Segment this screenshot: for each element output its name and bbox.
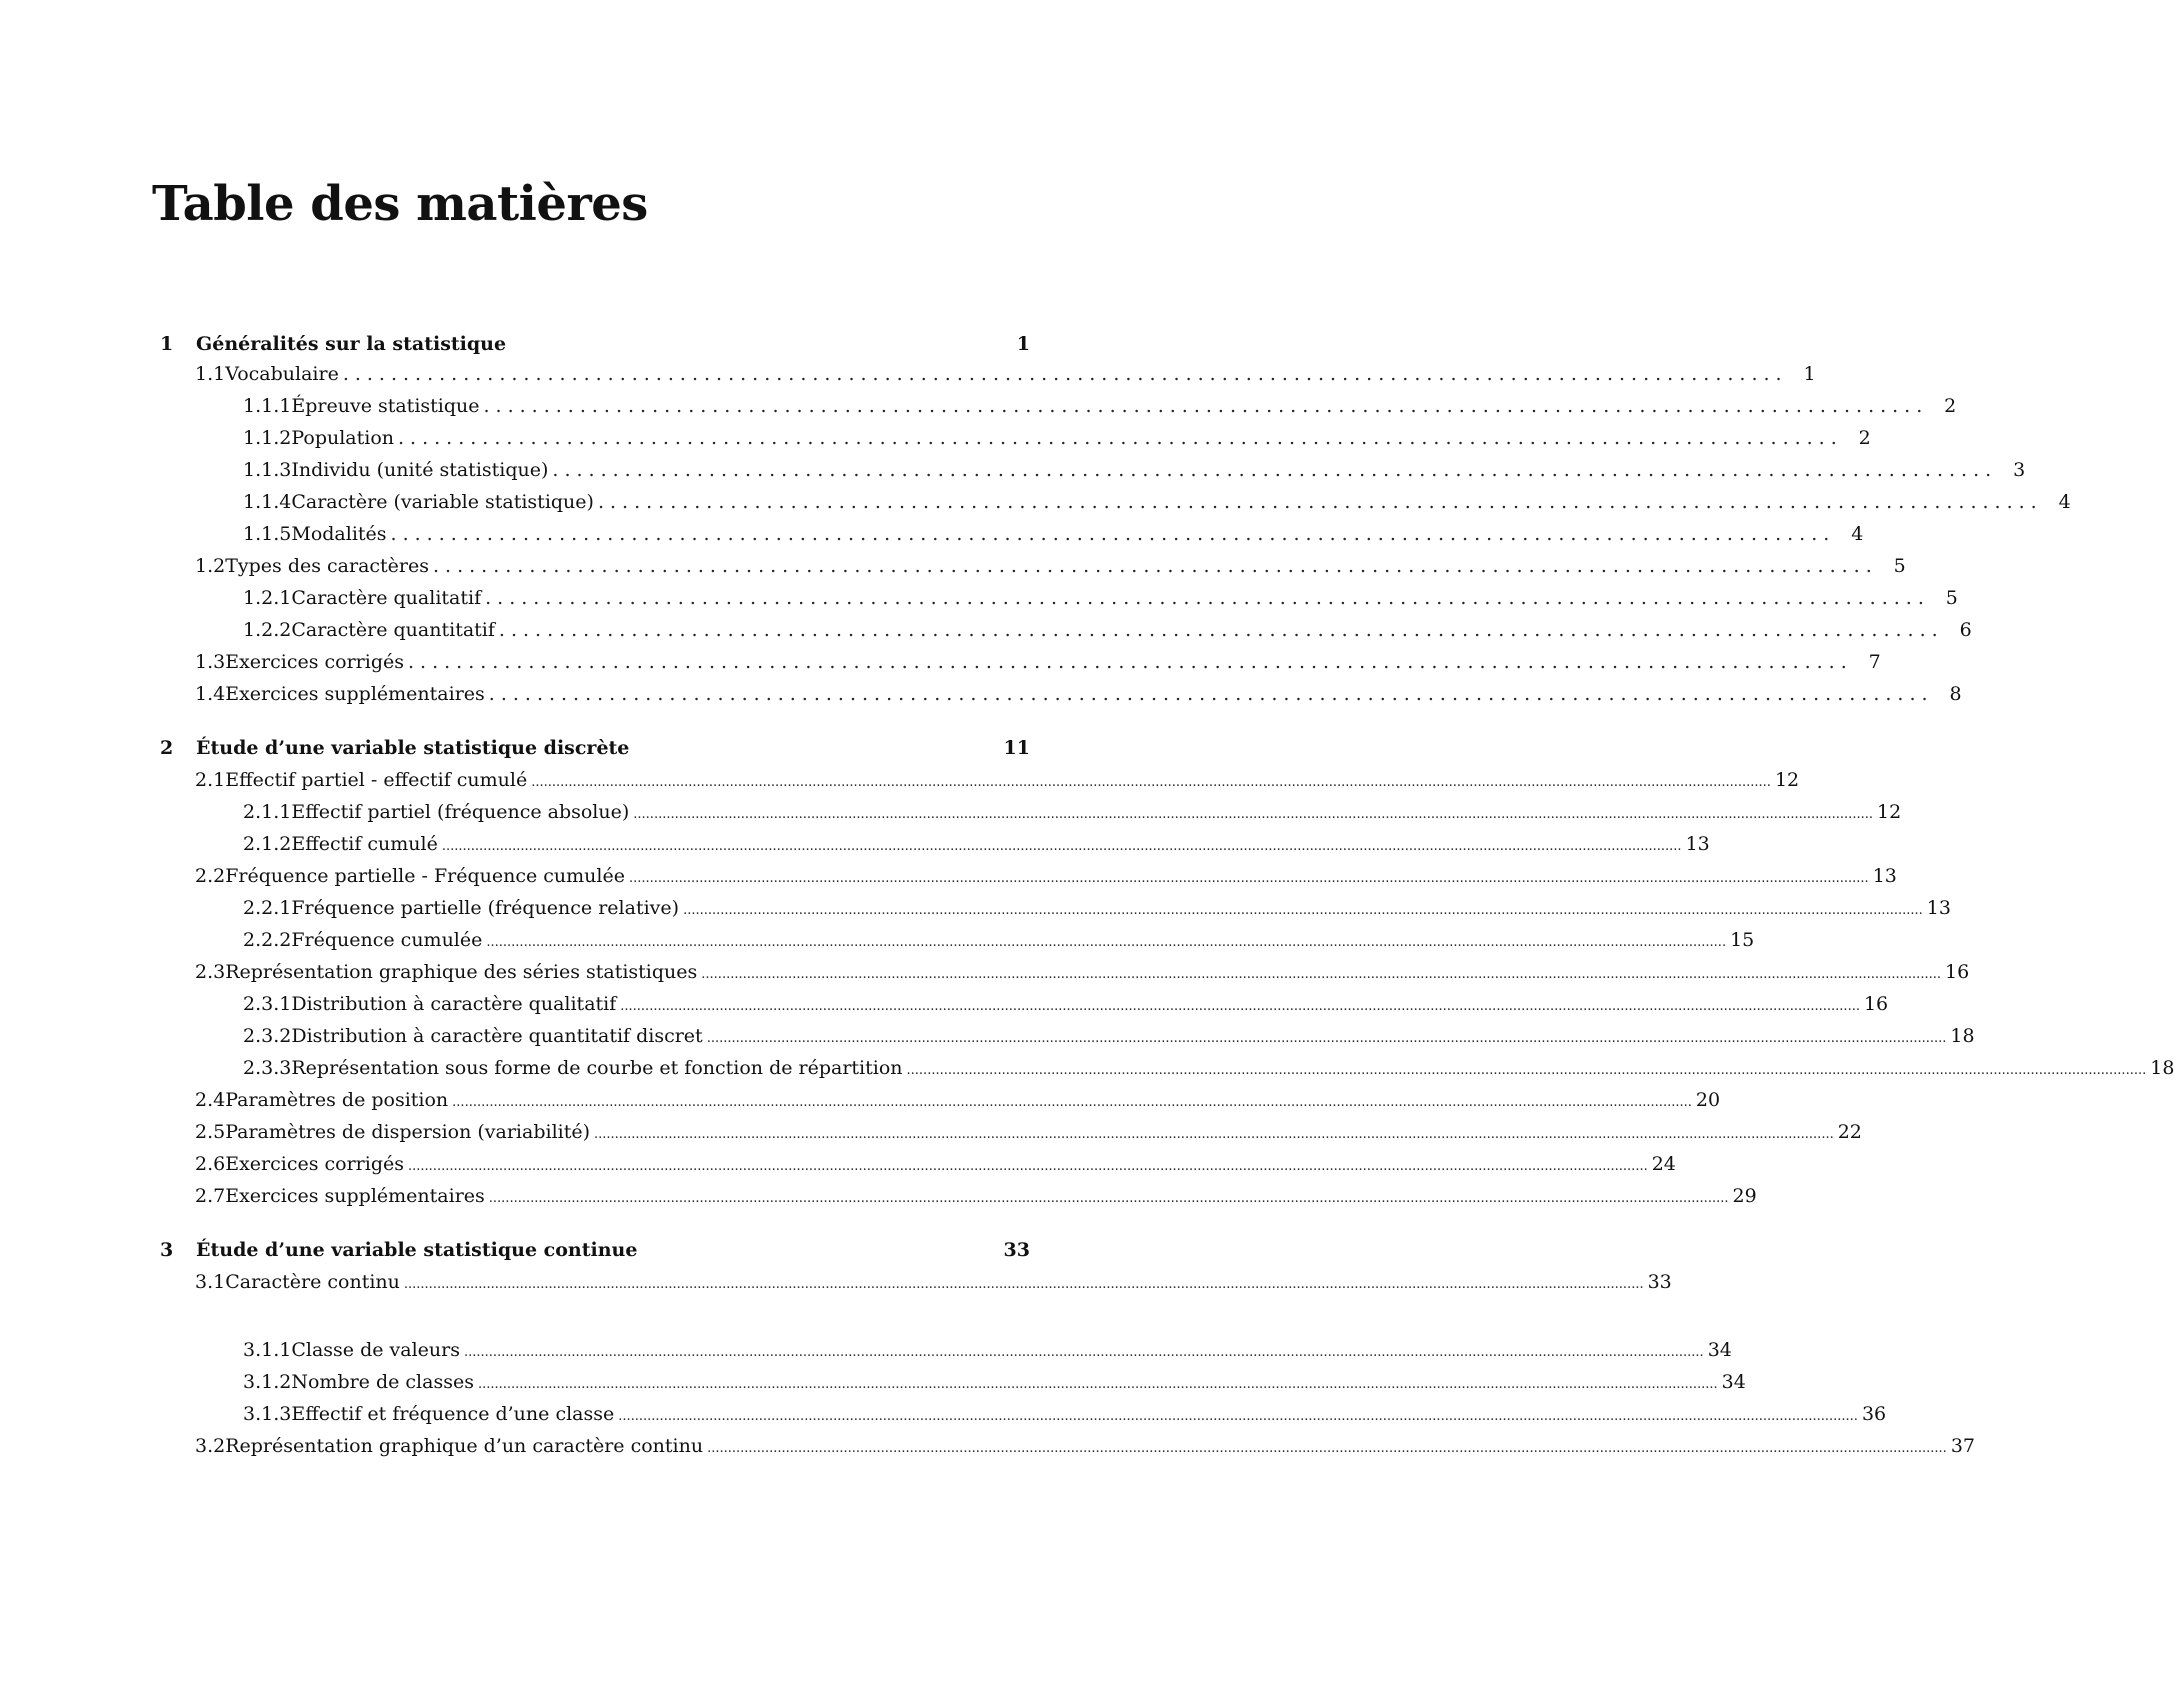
toc-entry-page-number: 5 — [1893, 555, 1906, 577]
toc-entry-number: 3.1.3 — [243, 1403, 292, 1425]
toc-entry-page-number: 6 — [1959, 619, 1972, 641]
toc-entry-label: Effectif partiel - effectif cumulé — [225, 769, 528, 791]
toc-entry-number: 1.2.2 — [243, 619, 292, 641]
dot-leader: ............................................................................................................................................................................................................................................................................................................ — [633, 807, 1873, 822]
toc-entry-page-number: 2 — [1944, 395, 1957, 417]
toc-entry-number: 3.1 — [195, 1271, 226, 1293]
toc-entry-number: 1.2.1 — [243, 587, 292, 609]
toc-entry[interactable] — [195, 959, 1970, 985]
toc-entry-number: 2.7 — [195, 1185, 226, 1207]
toc-entry[interactable] — [243, 1401, 1887, 1427]
toc-entry-page-number: 29 — [1732, 1185, 1757, 1207]
toc-entry-label: Distribution à caractère qualitatif — [291, 993, 617, 1015]
toc-entry-label: Épreuve statistique — [291, 395, 480, 417]
toc-entry-page-number: 24 — [1651, 1153, 1676, 1175]
toc-entry-page-number: 34 — [1721, 1371, 1746, 1393]
toc-entry[interactable] — [243, 895, 1951, 921]
toc-entry[interactable] — [243, 1023, 1975, 1049]
dot-leader: ............................................................................................................................................................................................................................................................................................................ — [408, 1159, 1648, 1174]
toc-entry-number: 2.1.2 — [243, 833, 292, 855]
toc-entry-number: 2.3.2 — [243, 1025, 292, 1047]
toc-entry-label: Caractère continu — [225, 1271, 400, 1293]
toc-entry-page-number: 13 — [1926, 897, 1951, 919]
toc-entry-page-number: 16 — [1944, 961, 1970, 983]
dot-leader: ........................................................................................................................ — [597, 491, 2043, 513]
toc-entry-number: 1.4 — [195, 683, 226, 705]
toc-entry-label: Représentation graphique d’un caractère continu — [225, 1435, 704, 1457]
toc-entry-label: Effectif cumulé — [291, 833, 438, 855]
toc-entry-page-number: 13 — [1872, 865, 1897, 887]
toc-entry-page-number: 4 — [2058, 491, 2071, 513]
toc-entry-page-number: 18 — [1950, 1025, 1975, 1047]
toc-entry-number: 2.3.1 — [243, 993, 292, 1015]
toc-entry-label: Fréquence partielle - Fréquence cumulée — [225, 865, 625, 887]
toc-entry-label: Nombre de classes — [291, 1371, 474, 1393]
toc-entry-page-number: 1 — [1016, 333, 1030, 355]
toc-entry-label: Caractère (variable statistique) — [291, 491, 594, 513]
toc-entry-number: 2.2.2 — [243, 929, 292, 951]
toc-entry[interactable] — [195, 863, 1897, 889]
toc-entry[interactable] — [243, 991, 1889, 1017]
toc-entry[interactable] — [243, 393, 1957, 419]
dot-leader: ............................................................................................................................................................................................................................................................................................................ — [701, 967, 1941, 982]
toc-entry-page-number: 11 — [1003, 737, 1030, 759]
toc-chapter-entry[interactable] — [160, 1237, 1030, 1263]
toc-entry-page-number: 2 — [1858, 427, 1871, 449]
toc-entry[interactable] — [243, 1055, 2174, 1081]
toc-entry-number: 2.1 — [195, 769, 226, 791]
toc-entry-page-number: 12 — [1774, 769, 1800, 791]
toc-entry-label: Exercices supplémentaires — [225, 1185, 485, 1207]
dot-leader: ............................................................................................................................................................................................................................................................................................................ — [594, 1127, 1834, 1142]
toc-entry[interactable] — [243, 927, 1755, 953]
toc-entry[interactable] — [243, 617, 1972, 643]
toc-entry-label: Fréquence cumulée — [291, 929, 483, 951]
dot-leader: ............................................................................................................................................................................................................................................................................................................ — [477, 1377, 1718, 1392]
toc-entry-label: Caractère qualitatif — [291, 587, 482, 609]
toc-entry-number: 2.2.1 — [243, 897, 292, 919]
toc-entry-number: 2.5 — [195, 1121, 226, 1143]
dot-leader: ........................................................................................................................ — [342, 363, 1788, 385]
toc-entry-label: Distribution à caractère quantitatif discret — [291, 1025, 703, 1047]
toc-entry-page-number: 20 — [1695, 1089, 1721, 1111]
toc-entry-page-number: 37 — [1950, 1435, 1975, 1457]
dot-leader: ............................................................................................................................................................................................................................................................................................................ — [403, 1277, 1644, 1292]
toc-entry-number: 3.1.1 — [243, 1339, 292, 1361]
dot-leader: ........................................................................................................................ — [433, 555, 1878, 577]
toc-entry-page-number: 33 — [1003, 1239, 1030, 1261]
dot-leader: ........................................................................................................................ — [552, 459, 1998, 481]
toc-entry-page-number: 8 — [1949, 683, 1962, 705]
dot-leader: ............................................................................................................................................................................................................................................................................................................ — [618, 1409, 1858, 1424]
toc-entry-number: 3.2 — [195, 1435, 226, 1457]
toc-entry-number: 2.3 — [195, 961, 226, 983]
toc-entry-number: 1.1.3 — [243, 459, 292, 481]
dot-leader: ........................................................................................................................ — [498, 619, 1944, 641]
dot-leader: ............................................................................................................................................................................................................................................................................................................ — [706, 1031, 1947, 1046]
toc-entry-page-number: 36 — [1861, 1403, 1887, 1425]
toc-entry-label: Classe de valeurs — [291, 1339, 460, 1361]
toc-entry[interactable] — [195, 553, 1906, 579]
toc-entry[interactable] — [195, 361, 1816, 387]
toc-entry-page-number: 5 — [1945, 587, 1958, 609]
toc-entry[interactable] — [195, 681, 1962, 707]
toc-entry[interactable] — [243, 585, 1958, 611]
toc-entry-number: 3.1.2 — [243, 1371, 292, 1393]
toc-entry-label: Représentation sous forme de courbe et fonction de répartition — [291, 1057, 903, 1079]
toc-entry-label: Effectif et fréquence d’une classe — [291, 1403, 615, 1425]
toc-entry-label: Individu (unité statistique) — [291, 459, 549, 481]
dot-leader: ........................................................................................................................ — [483, 395, 1929, 417]
toc-entry-label: Paramètres de dispersion (variabilité) — [225, 1121, 591, 1143]
toc-entry-page-number: 7 — [1868, 651, 1881, 673]
toc-entry-label: Caractère quantitatif — [291, 619, 495, 641]
dot-leader: ............................................................................................................................................................................................................................................................................................................ — [620, 999, 1860, 1014]
toc-entry-number: 3 — [160, 1239, 174, 1261]
toc-entry[interactable] — [195, 1433, 1975, 1459]
toc-entry[interactable] — [195, 1183, 1757, 1209]
toc-entry-label: Types des caractères — [225, 555, 429, 577]
toc-entry-label: Effectif partiel (fréquence absolue) — [291, 801, 630, 823]
dot-leader: ............................................................................................................................................................................................................................................................................................................ — [906, 1063, 2147, 1078]
toc-entry-number: 2 — [160, 737, 174, 759]
toc-entry[interactable] — [243, 831, 1710, 857]
dot-leader: ............................................................................................................................................................................................................................................................................................................ — [707, 1441, 1947, 1456]
dot-leader: ............................................................................................................................................................................................................................................................................................................ — [486, 935, 1727, 950]
toc-entry-page-number: 12 — [1876, 801, 1902, 823]
toc-entry-page-number: 16 — [1863, 993, 1889, 1015]
toc-entry-label: Population — [291, 427, 395, 449]
toc-entry-label: Paramètres de position — [225, 1089, 449, 1111]
toc-entry-number: 2.3.3 — [243, 1057, 292, 1079]
toc-entry[interactable] — [195, 1087, 1721, 1113]
toc-entry-page-number: 34 — [1707, 1339, 1732, 1361]
toc-entry-number: 2.4 — [195, 1089, 226, 1111]
toc-entry[interactable] — [243, 489, 2071, 515]
toc-entry-number: 2.1.1 — [243, 801, 292, 823]
toc-entry[interactable] — [195, 649, 1881, 675]
toc-entry-label: Étude d’une variable statistique continue — [196, 1239, 638, 1261]
dot-leader: ............................................................................................................................................................................................................................................................................................................ — [463, 1345, 1704, 1360]
toc-entry-label: Modalités — [291, 523, 387, 545]
toc-entry[interactable] — [195, 1119, 1862, 1145]
dot-leader: ............................................................................................................................................................................................................................................................................................................ — [441, 839, 1682, 854]
toc-entry[interactable] — [195, 1269, 1672, 1295]
dot-leader: ............................................................................................................................................................................................................................................................................................................ — [488, 1191, 1729, 1206]
toc-entry-number: 1.1 — [195, 363, 226, 385]
toc-entry-number: 1.1.1 — [243, 395, 292, 417]
toc-entry-label: Étude d’une variable statistique discrète — [196, 737, 630, 759]
toc-entry[interactable] — [243, 425, 1871, 451]
toc-entry[interactable] — [195, 767, 1800, 793]
toc-entry-label: Représentation graphique des séries statistiques — [225, 961, 698, 983]
dot-leader: ............................................................................................................................................................................................................................................................................................................ — [628, 871, 1869, 886]
toc-entry-page-number: 18 — [2150, 1057, 2174, 1079]
toc-entry-label: Fréquence partielle (fréquence relative) — [291, 897, 680, 919]
toc-entry-page-number: 33 — [1647, 1271, 1672, 1293]
toc-entry[interactable] — [243, 521, 1864, 547]
toc-entry-number: 2.2 — [195, 865, 226, 887]
toc-entry-label: Exercices corrigés — [225, 1153, 405, 1175]
toc-entry-number: 1.1.5 — [243, 523, 292, 545]
toc-entry-page-number: 4 — [1851, 523, 1864, 545]
dot-leader: ........................................................................................................................ — [485, 587, 1930, 609]
toc-entry-number: 1.1.2 — [243, 427, 292, 449]
toc-entry-label: Vocabulaire — [225, 363, 339, 385]
toc-entry-page-number: 15 — [1730, 929, 1755, 951]
toc-entry-page-number: 1 — [1803, 363, 1816, 385]
page-title: Table des matières — [152, 176, 648, 232]
toc-entry-number: 1.2 — [195, 555, 226, 577]
toc-entry-number: 2.6 — [195, 1153, 226, 1175]
dot-leader: ........................................................................................................................ — [398, 427, 1843, 449]
toc-entry[interactable] — [195, 1151, 1676, 1177]
toc-entry[interactable] — [243, 1369, 1746, 1395]
toc-entry-number: 1.1.4 — [243, 491, 292, 513]
toc-chapter-entry[interactable] — [160, 331, 1030, 357]
toc-entry[interactable] — [243, 799, 1902, 825]
dot-leader: ........................................................................................................................ — [488, 683, 1934, 705]
toc-entry[interactable] — [243, 1337, 1732, 1363]
toc-entry-number: 1 — [160, 333, 174, 355]
dot-leader: ........................................................................................................................ — [390, 523, 1836, 545]
toc-entry[interactable] — [243, 457, 2026, 483]
toc-entry-label: Généralités sur la statistique — [196, 333, 507, 355]
toc-entry-label: Exercices supplémentaires — [225, 683, 485, 705]
dot-leader: ............................................................................................................................................................................................................................................................................................................ — [452, 1095, 1692, 1110]
dot-leader: ............................................................................................................................................................................................................................................................................................................ — [531, 775, 1771, 790]
toc-entry-page-number: 3 — [2013, 459, 2026, 481]
toc-entry-number: 1.3 — [195, 651, 226, 673]
toc-entry-page-number: 22 — [1837, 1121, 1862, 1143]
dot-leader: ........................................................................................................................ — [408, 651, 1853, 673]
toc-entry-label: Exercices corrigés — [225, 651, 405, 673]
dot-leader: ............................................................................................................................................................................................................................................................................................................ — [683, 903, 1923, 918]
toc-chapter-entry[interactable] — [160, 735, 1030, 761]
toc-entry-page-number: 13 — [1685, 833, 1710, 855]
